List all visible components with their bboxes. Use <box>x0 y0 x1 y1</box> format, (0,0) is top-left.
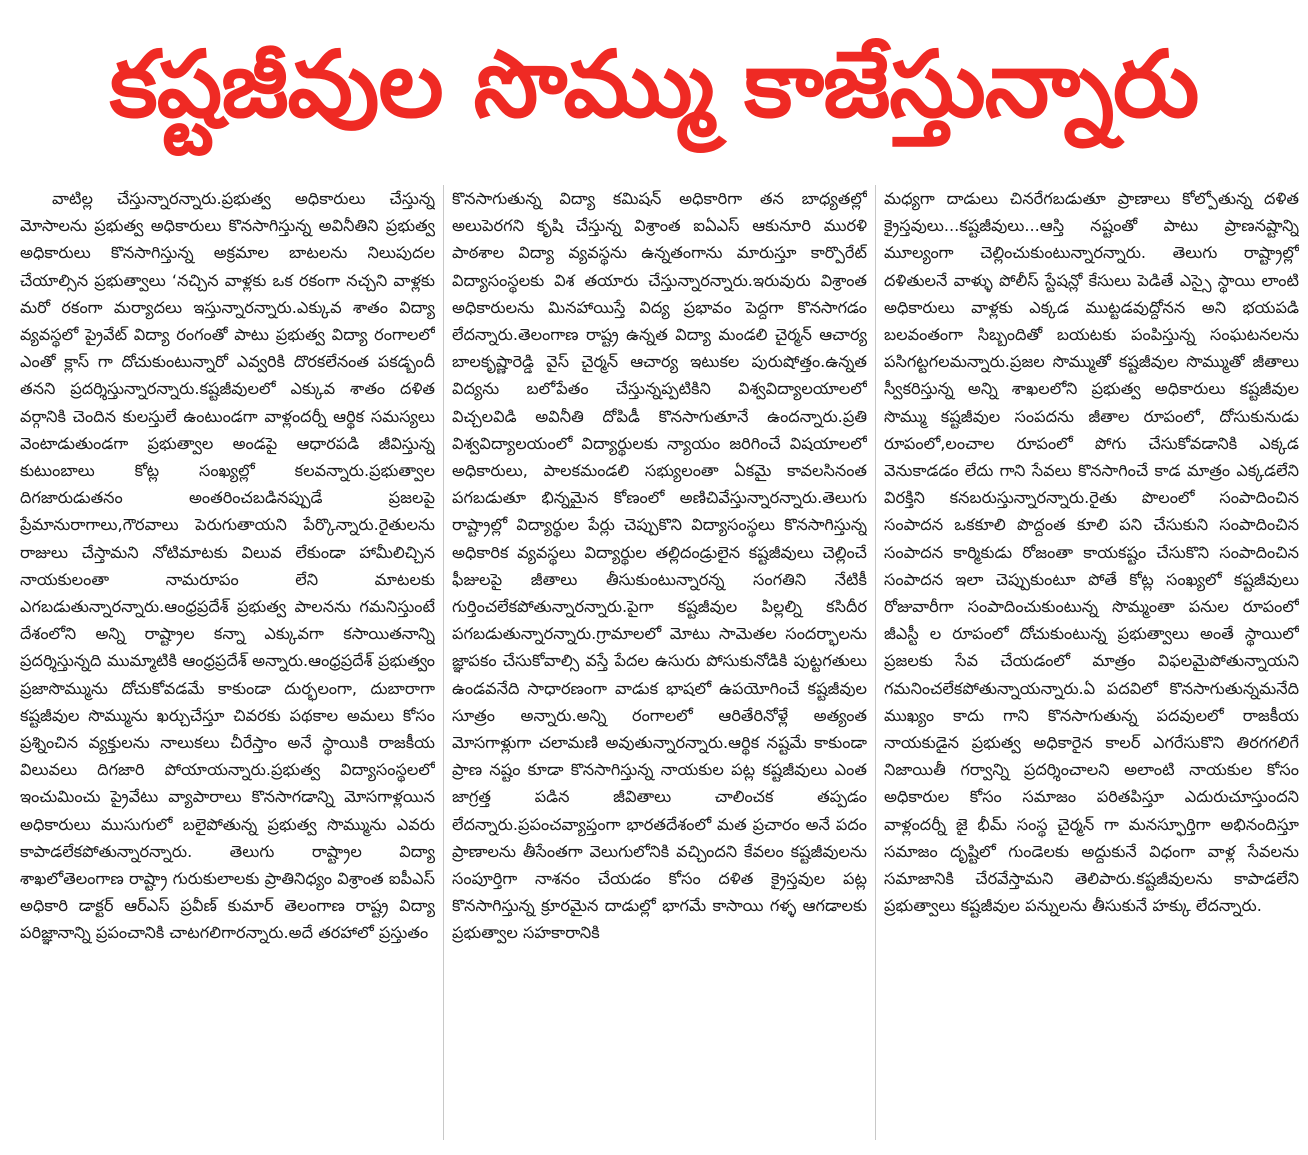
column-text: మధ్యగా దాడులు చినరేగబడుతూ ప్రాణాలు కోల్పోతున్న దళిత క్రైస్తవులు...కష్టజీవులు...ఆస్తి నష్టంతో పాటు ప్రాణనష్టాన్ని మూల్యంగా చెల్లించుకుంటున్నారన్నారు. తెలుగు రాష్ట్రాల్లో దళితులనే వాళ్ళు పోలీస్ స్టేషన్లో కేసులు పెడితే ఎస్సై స్థాయి లాంటి అధికారులు వాళ్లకు ఎక్కడ ముట్టడవుద్దోనన అని భయపడి బలవంతంగా సిబ్బందితో బయటకు పంపిస్తున్న సంఘటనలను పసిగట్టగలమన్నారు.ప్రజల సొమ్ముతో కష్టజీవుల సొమ్ముతో జీతాలు స్వీకరిస్తున్న అన్ని శాఖలలోని ప్రభుత్వ అధికారులు కష్టజీవుల సొమ్ము కష్టజీవుల సంపదను జీతాల రూపంలో, దోసుకునుడు రూపంలో,లంచాల రూపంలో పోగు చేసుకోవడానికి ఎక్కడ వెనుకాడడం లేదు గాని సేవలు కొనసాగించే కాడ మాత్రం ఎక్కడలేని విరక్తిని కనబరుస్తున్నారన్నారు.రైతు పొలంలో సంపాదించిన సంపాదన ఒకకూలి పొద్దంత కూలి పని చేసుకుని సంపాదించిన సంపాదన కార్మికుడు రోజంతా కాయకష్టం చేసుకొని సంపాదించిన సంపాదన ఇలా చెప్పుకుంటూ పోతే కోట్ల సంఖ్యలో కష్టజీవులు రోజువారీగా సంపాదించుకుంటున్న సొమ్మంతా పనుల రూపంలో జీఎస్టీ ల రూపంలో దోచుకుంటున్న ప్రభుత్వాలు అంతే స్థాయిలో ప్రజలకు సేవ చేయడంలో మాత్రం విఫలమైపోతున్నాయని గమనించలేకపోతున్నాయన్నారు.ఏ పదవిలో కొనసాగుతున్నమనేది ముఖ్యం కాదు గాని కొనసాగుతున్న పదవులలో రాజకీయ నాయకుడైన ప్రభుత్వ అధికారైన కాలర్ ఎగరేసుకొని తిరగగలిగే నిజాయితీ గర్వాన్ని ప్రదర్శించాలని అలాంటి నాయకుల కోసం అధికారుల కోసం సమాజం పరితపిస్తూ ఎదురుచూస్తుందని వాళ్లందర్నీ జై భీమ్ సంస్థ చైర్మన్ గా మనస్ఫూర్తిగా అభినందిస్తూ సమాజం దృష్టిలో గుండెలకు అద్దుకునే విధంగా వాళ్ల సేవలను సమాజానికి చేరవేస్తామని తెలిపారు.కష్టజీవులను కాపాడలేని ప్రభుత్వాలు కష్టజీవుల పన్నులను తీసుకునే హక్కు లేదన్నారు. <box>884 189 1299 916</box>
column-divider <box>875 185 876 1140</box>
article-column-1 <box>20 185 435 1145</box>
article-column-2 <box>452 185 867 1145</box>
headline: కష్టజీవుల సొమ్ము కాజేస్తున్నారు <box>109 31 1199 138</box>
column-text: వాటిల్ల చేస్తున్నారన్నారు.ప్రభుత్వ అధికారులు చేస్తున్న మోసాలను ప్రభుత్వ అధికారులు కొనసాగిస్తున్న అవినీతిని ప్రభుత్వ అధికారులు కొనసాగిస్తున్న అక్రమాల బాటలను నిలుపుదల చేయాల్సిన ప్రభుత్వాలు ‘నచ్చిన వాళ్లకు ఒక రకంగా నచ్చని వాళ్లకు మరో రకంగా మర్యాదలు ఇస్తున్నారన్నారు.ఎక్కువ శాతం విద్యా వ్యవస్థలో ప్రైవేట్ విద్యా రంగంతో పాటు ప్రభుత్వ విద్యా రంగాలలో ఎంతో క్లాస్ గా దోచుకుంటున్నారో ఎవ్వరికి దొరకలేనంత పకడ్బందీ తనని ప్రదర్శిస్తున్నారన్నారు.కష్టజీవులలో ఎక్కువ శాతం దళిత వర్గానికి చెందిన కులస్తులే ఉంటుండగా వాళ్లందర్నీ ఆర్థిక సమస్యలు వెంటాడుతుండగా ప్రభుత్వాల అండపై ఆధారపడి జీవిస్తున్న కుటుంబాలు కోట్ల సంఖ్యల్లో కలవన్నారు.ప్రభుత్వాల దిగజారుడుతనం అంతరించబడినప్పుడే ప్రజలపై ప్రేమానురాగాలు,గౌరవాలు పెరుగుతాయని పేర్కొన్నారు.రైతులను రాజులు చేస్తామని నోటిమాటకు విలువ లేకుండా హామీలిచ్చిన నాయకులంతా నామరూపం లేని మాటలకు ఎగబడుతున్నారన్నారు.ఆంధ్రప్రదేశ్ ప్రభుత్వ పాలనను గమనిస్తుంటే దేశంలోని అన్ని రాష్ట్రాల కన్నా ఎక్కువగా కసాయితనాన్ని ప్రదర్శిస్తున్నది ముమ్మాటికి ఆంధ్రప్రదేశ్ అన్నారు.ఆంధ్రప్రదేశ్ ప్రభుత్వం ప్రజాసొమ్మును దోచుకోవడమే కాకుండా దుర్భలంగా, దుబారాగా కష్టజీవుల సొమ్మును ఖర్చుచేస్తూ చివరకు పథకాల అమలు కోసం ప్రశ్నించిన వ్యక్తులను నాలుకలు చీరేస్తాం అనే స్థాయికి రాజకీయ విలువలు దిగజారి పోయాయన్నారు.ప్రభుత్వ విద్యాసంస్థలలో ఇంచుమించు ప్రైవేటు వ్యాపారాలు కొనసాగడాన్ని మోసగాళ్లయిన అధికారులు ముసుగులో బలైపోతున్న ప్రభుత్వ సొమ్మును ఎవరు కాపాడలేకపోతున్నారన్నారు. తెలుగు రాష్ట్రాల విద్యా శాఖలోతెలంగాణ రాష్ట్రా గురుకులాలకు ప్రాతినిధ్యం విశ్రాంత ఐపీఎస్ అధికారి డాక్టర్ ఆర్ఎస్ ప్రవీణ్ కుమార్ తెలంగాణ రాష్ట్ర విద్యా పరిజ్ఞానాన్ని ప్రపంచానికి చాటగలిగారన్నారు.అదే తరహాలో ప్రస్తుతం <box>20 189 435 943</box>
article-column-3 <box>884 185 1299 1145</box>
column-divider <box>443 185 444 1140</box>
column-text: కొనసాగుతున్న విద్యా కమిషన్ అధికారిగా తన బాధ్యతల్లో అలుపెరగని కృషి చేస్తున్న విశ్రాంత ఐఏఎస్ ఆకునూరి మురళి పాఠశాల విద్యా వ్యవస్థను ఉన్నతంగాను మారుస్తూ కార్పొరేట్ విద్యాసంస్థలకు విశ తయారు చేస్తున్నారన్నారు.ఇరువురు విశ్రాంత అధికారులను మినహాయిస్తే విద్య ప్రభావం పెద్దగా కొనసాగడం లేదన్నారు.తెలంగాణ రాష్ట్ర ఉన్నత విద్యా మండలి చైర్మన్ ఆచార్య బాలకృష్ణారెడ్డి వైస్ చైర్మన్ ఆచార్య ఇటుకల పురుషోత్తం.ఉన్నత విద్యను బలోపేతం చేస్తున్నప్పటికిని విశ్వవిద్యాలయాలలో విచ్చలవిడి అవినీతి దోపిడీ కొనసాగుతూనే ఉందన్నారు.ప్రతి విశ్వవిద్యాలయంలో విద్యార్థులకు న్యాయం జరిగించే విషయాలలో అధికారులు, పాలకమండలి సభ్యులంతా ఏకమై కావలసినంత పగబడుతూ భిన్నమైన కోణంలో అణిచివేస్తున్నారన్నారు.తెలుగు రాష్ట్రాల్లో విద్యార్థుల పేర్లు చెప్పుకొని విద్యాసంస్థలు కొనసాగిస్తున్న అధికారిక వ్యవస్థలు విద్యార్థుల తల్లిదండ్రులైన కష్టజీవులు చెల్లించే ఫీజులపై జీతాలు తీసుకుంటున్నారన్న సంగతిని నేటికీ గుర్తించలేకపోతున్నారన్నారు.పైగా కష్టజీవుల పిల్లల్ని కసిదీర పగబడుతున్నారన్నారు.గ్రామాలలో మోటు సామెతల సందర్భాలను జ్ఞాపకం చేసుకోవాల్సి వస్తే పేదల ఉసురు పోసుకునోడికి పుట్టగతులు ఉండవనేది సాధారణంగా వాడుక భాషలో ఉపయోగించే కష్టజీవుల సూత్రం అన్నారు.అన్ని రంగాలలో ఆరితేరినోళ్లే అత్యంత మోసగాళ్లుగా చలామణి అవుతున్నారన్నారు.ఆర్థిక నష్టమే కాకుండా ప్రాణ నష్టం కూడా కొనసాగిస్తున్న నాయకుల పట్ల కష్టజీవులు ఎంత జాగ్రత్త పడిన జీవితాలు చాలించక తప్పడం లేదన్నారు.ప్రపంచవ్యాప్తంగా భారతదేశంలో మత ప్రచారం అనే పదం ప్రాణాలను తీసేంతగా వెలుగులోనికి వచ్చిందని కేవలం కష్టజీవులను సంపూర్తిగా నాశనం చేయడం కోసం దళిత క్రైస్తవుల పట్ల కొనసాగిస్తున్న క్రూరమైన దాడుల్లో భాగమే కాసాయి గళ్ళ ఆగడాలకు ప్రభుత్వాల సహకారానికి <box>452 189 867 943</box>
